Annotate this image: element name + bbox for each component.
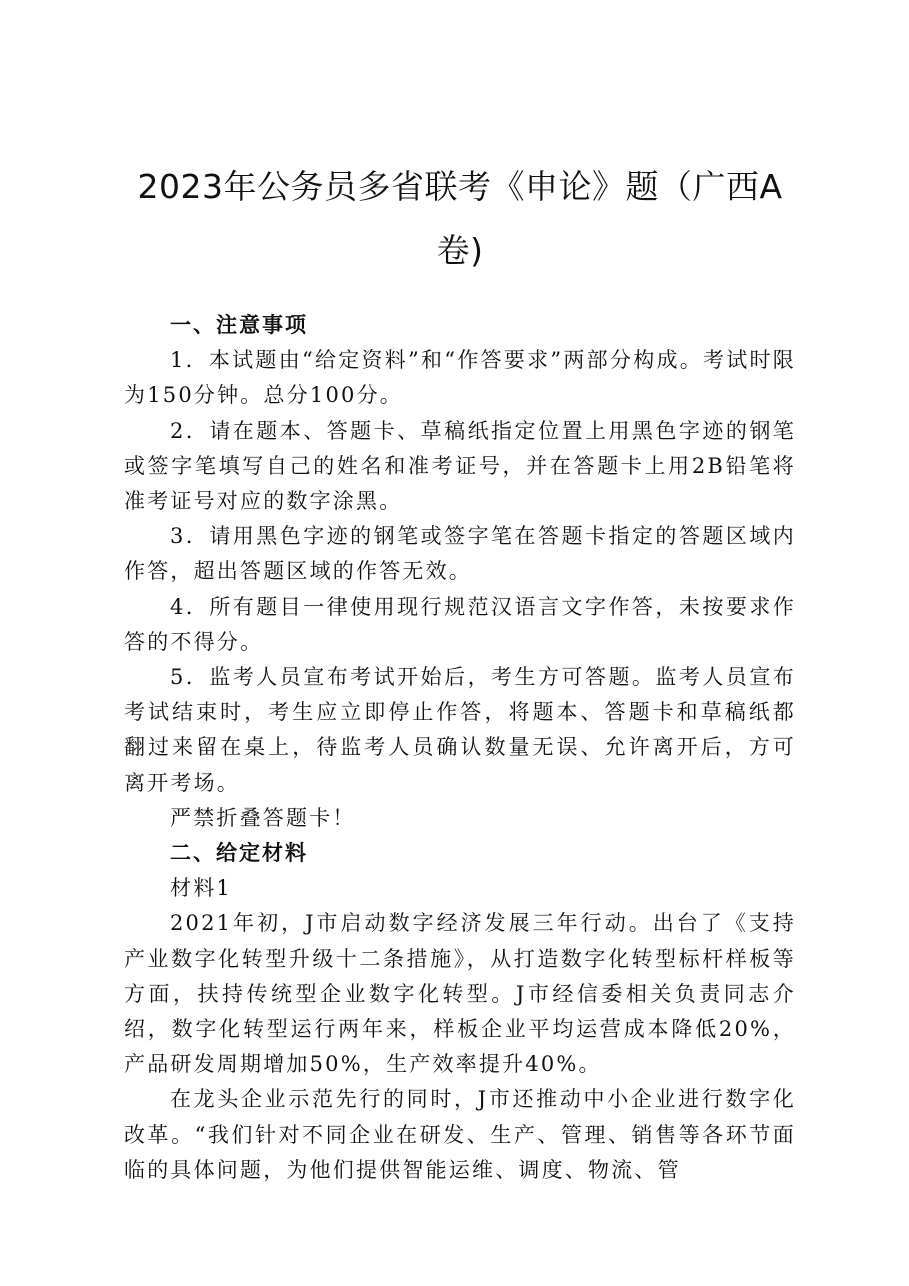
note-item-1: 1．本试题由“给定资料”和“作答要求”两部分构成。考试时限为150分钟。总分100分。	[124, 348, 796, 408]
title-line-1: 2023年公务员多省联考《申论》题（广西A	[137, 167, 783, 206]
title-line-2: 卷)	[436, 231, 484, 270]
document-title	[120, 155, 800, 283]
section-heading-materials: 二、给定材料	[170, 841, 308, 866]
warning-text: 严禁折叠答题卡！	[170, 805, 356, 830]
section-heading-notes: 一、注意事项	[170, 313, 308, 337]
note-item-2: 2．请在题本、答题卡、草稿纸指定位置上用黑色字迹的钢笔或签字笔填写自己的姓名和准考证号，并在答题卡上用2B铅笔将准考证号对应的数字涂黑。	[124, 418, 796, 514]
material-paragraph-1: 2021年初，J市启动数字经济发展三年行动。出台了《支持产业数字化转型升级十二条措施》，从打造数字化转型标杆样板等方面，扶持传统型企业数字化转型。J市经信委相关负责同志介绍，数字化转型运行两年来，样板企业平均运营成本降低20%，产品研发周期增加50%，生产效率提升40%。	[124, 911, 796, 1077]
note-item-5: 5．监考人员宣布考试开始后，考生方可答题。监考人员宣布考试结束时，考生应立即停止作答，将题本、答题卡和草稿纸都翻过来留在桌上，待监考人员确认数量无误、允许离开后，方可离开考场。	[124, 665, 796, 795]
note-item-3: 3．请用黑色字迹的钢笔或签字笔在答题卡指定的答题区域内作答，超出答题区域的作答无效。	[124, 524, 796, 584]
document-body	[124, 308, 796, 1188]
note-item-4: 4．所有题目一律使用现行规范汉语言文字作答，未按要求作答的不得分。	[124, 594, 796, 654]
material-label: 材料1	[170, 876, 232, 901]
material-paragraph-2: 在龙头企业示范先行的同时，J市还推动中小企业进行数字化改革。“我们针对不同企业在研发、生产、管理、销售等各环节面临的具体问题，为他们提供智能运维、调度、物流、管	[124, 1087, 796, 1182]
